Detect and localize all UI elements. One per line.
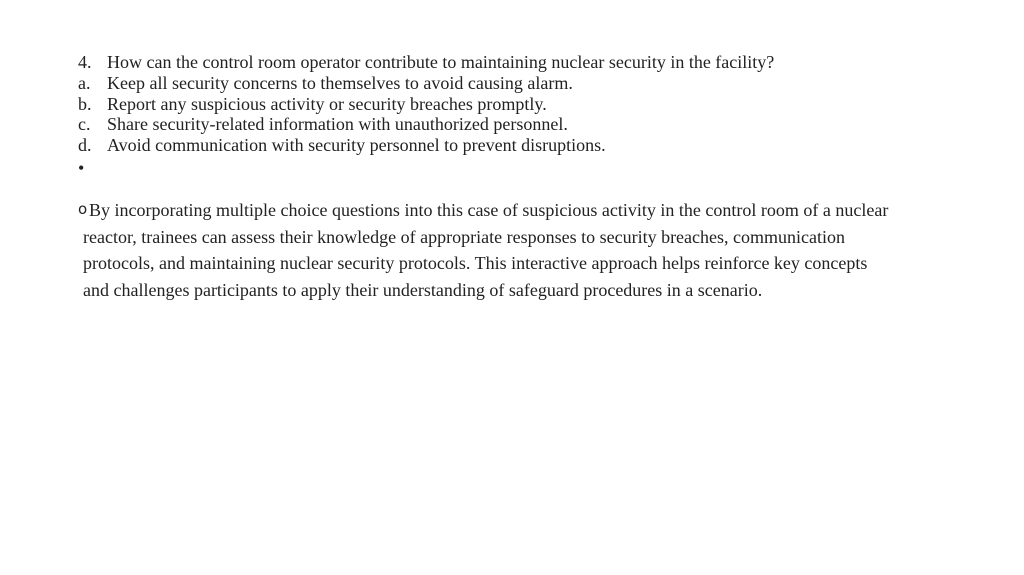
question-item	[78, 52, 958, 73]
summary-line-4: and challenges participants to apply their understanding of safeguard procedures in a scenario.	[83, 279, 763, 300]
question-list	[78, 52, 958, 156]
option-d	[78, 135, 958, 156]
option-b	[78, 94, 958, 115]
summary-paragraph	[78, 197, 958, 303]
option-c-marker: c.	[78, 114, 91, 135]
summary-line-2: reactor, trainees can assess their knowledge of appropriate responses to security breaches, communication	[83, 227, 845, 248]
question-number: 4.	[78, 52, 92, 72]
option-c-text: Share security-related information with unauthorized personnel.	[107, 114, 568, 135]
option-a-marker: a.	[78, 72, 91, 93]
option-b-text: Report any suspicious activity or security breaches promptly.	[107, 93, 547, 114]
sub-bullet-marker: o	[78, 200, 88, 218]
option-d-marker: d.	[78, 135, 92, 156]
option-c	[78, 114, 958, 135]
summary-line-1	[78, 197, 958, 224]
option-a-text: Keep all security concerns to themselves to avoid causing alarm.	[107, 72, 573, 93]
option-b-marker: b.	[78, 93, 92, 114]
summary-line-3: protocols, and maintaining nuclear security protocols. This interactive approach helps reinforce key concepts	[83, 253, 868, 274]
summary-line-1-text: By incorporating multiple choice questions into this case of suspicious activity in the control room of a nuclear	[89, 200, 889, 220]
question-text: How can the control room operator contribute to maintaining nuclear security in the facility?	[107, 52, 775, 72]
option-a	[78, 73, 958, 94]
empty-bullet: •	[78, 158, 85, 178]
option-d-text: Avoid communication with security personnel to prevent disruptions.	[107, 135, 606, 156]
